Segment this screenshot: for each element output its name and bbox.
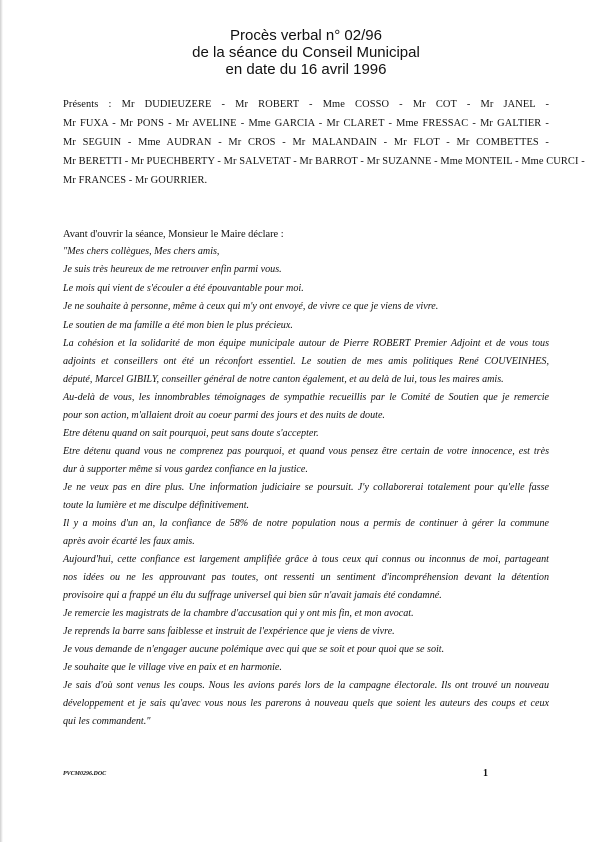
body-line: nos idées ou ne les approuvant pas toutes, ont ressenti un sentiment d'incompréhension devant la détention <box>63 572 549 583</box>
body-line: Je sais d'où sont venus les coups. Nous les avions parés lors de la campagne électorale. Ils ont trouvé un nouveau <box>63 680 549 691</box>
body-line: "Mes chers collègues, Mes chers amis, <box>63 246 220 257</box>
body-line: qui les commandent." <box>63 716 151 727</box>
intro-text: Avant d'ouvrir la séance, Monsieur le Maire déclare : <box>63 229 284 240</box>
scan-edge <box>0 0 3 842</box>
presents-line: Mr FUXA - Mr PONS - Mr AVELINE - Mme GARCIA - Mr CLARET - Mme FRESSAC - Mr GALTIER - <box>63 118 549 129</box>
title-line-3: en date du 16 avril 1996 <box>225 61 387 78</box>
body-line: Aujourd'hui, cette confiance est largement amplifiée grâce à tous ceux qui connus ou inconnus de moi, partageant <box>63 554 549 565</box>
body-line: Etre détenu quand on sait pourquoi, peut sans doute s'accepter. <box>63 428 319 439</box>
body-line: Je souhaite que le village vive en paix et en harmonie. <box>63 662 282 673</box>
body-line: Je remercie les magistrats de la chambre d'accusation qui y ont mis fin, et mon avocat. <box>63 608 414 619</box>
document-title <box>0 27 612 78</box>
body-line: Je ne veux pas en dire plus. Une information judiciaire se poursuit. J'y collaborerai totalement pour qu'elle fasse <box>63 482 549 493</box>
body-line: Au-delà de vous, les innombrables témoignages de sympathie recueillis par le Comité de Soutien que je remercie <box>63 392 549 403</box>
body-line: Je vous demande de n'engager aucune polémique avec qui que se soit et pour quoi que se soit. <box>63 644 445 655</box>
body-line: dur à supporter même si vous gardez confiance en la justice. <box>63 464 308 475</box>
body-line: La cohésion et la solidarité de mon équipe municipale autour de Pierre ROBERT Premier Adjoint et de vous tous <box>63 338 549 349</box>
body-line: après avoir écarté les faux amis. <box>63 536 195 547</box>
presents-line: Mr SEGUIN - Mme AUDRAN - Mr CROS - Mr MALANDAIN - Mr FLOT - Mr COMBETTES - <box>63 137 549 148</box>
title-line-1: Procès verbal n° 02/96 <box>230 27 382 44</box>
page-number: 1 <box>483 768 488 779</box>
title-line-2: de la séance du Conseil Municipal <box>192 44 420 61</box>
document-code: PVCM0296.DOC <box>63 771 107 777</box>
body-line: Le soutien de ma famille a été mon bien le plus précieux. <box>63 320 293 331</box>
body-line: député, Marcel GIBILY, conseiller général de notre canton également, et au delà de lui, tous les maires amis. <box>63 374 504 385</box>
body-line: toute la lumière et me disculpe définitivement. <box>63 500 250 511</box>
body-line: Je ne souhaite à personne, même à ceux qui m'y ont envoyé, de vivre ce que je viens de vivre. <box>63 301 439 312</box>
presents-line: Mr FRANCES - Mr GOURRIER. <box>63 175 208 186</box>
body-line: Je suis très heureux de me retrouver enfin parmi vous. <box>63 264 282 275</box>
presents-line: Présents : Mr DUDIEUZERE - Mr ROBERT - Mme COSSO - Mr COT - Mr JANEL - <box>63 99 549 110</box>
body-line: Etre détenu quand vous ne comprenez pas pourquoi, et quand vous pensez être certain de votre innocence, est très <box>63 446 549 457</box>
body-line: Je reprends la barre sans faiblesse et instruit de l'expérience que je viens de vivre. <box>63 626 395 637</box>
presents-line: Mr BERETTI - Mr PUECHBERTY - Mr SALVETAT - Mr BARROT - Mr SUZANNE - Mme MONTEIL - Mme CURCI - <box>63 156 585 167</box>
body-line: pour son action, m'allaient droit au coeur parmi des jours et des nuits de doute. <box>63 410 385 421</box>
body-line: développement et je sais qu'avec vous nous les parerons à nouveau quels que soient les auteurs des coups et ceux <box>63 698 549 709</box>
body-line: provisoire qui a frappé un élu du suffrage universel qui bien sûr n'avait jamais été condamné. <box>63 590 442 601</box>
body-line: Le mois qui vient de s'écouler a été épouvantable pour moi. <box>63 283 304 294</box>
body-line: Il y a moins d'un an, la confiance de 58% de notre population nous a permis de continuer à gérer la commune <box>63 518 549 529</box>
body-line: adjoints et conseillers ont été un réconfort essentiel. Le soutien de mes amis politiques René COUVEINHES, <box>63 356 549 367</box>
